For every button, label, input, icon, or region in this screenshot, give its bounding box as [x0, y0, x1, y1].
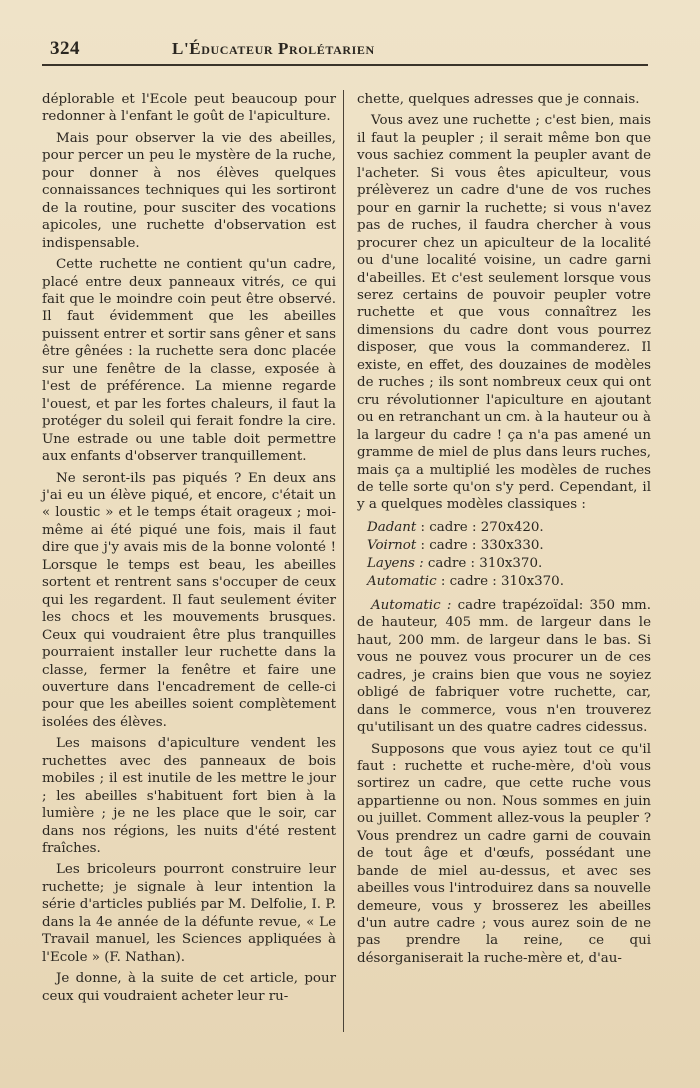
paragraph: déplorable et l'Ecole peut beaucoup pour redonner à l'enfant le goût de l'apiculture. — [42, 92, 336, 125]
right-column — [357, 91, 651, 971]
frame-model-name: Automatic : — [371, 597, 452, 613]
paragraph-text: cadre trapézoïdal: 350 mm. de hauteur, 405 mm. de largeur dans le haut, 200 mm. de largeur dans le bas. Si vous ne pouvez vous procurer un de ces cadres, je crains bien que vous ne soyiez obligé de fabriquer votre ruchette, car, dans le commerce, vous n'en trouverez qu'utilisant un des quatre cadres cidessus. — [357, 597, 651, 736]
paragraph: Mais pour observer la vie des abeilles, pour percer un peu le mystère de la ruche, pour donner à nos élèves quelques connaissances techniques qui les sortiront de la routine, pour susciter des vocations apicoles, une ruchette d'observation est indispensable. — [42, 130, 336, 251]
frame-model-name: Dadant — [367, 519, 417, 535]
page-number: 324 — [50, 38, 80, 59]
frame-list-item — [367, 537, 651, 555]
frame-spec: : cadre : 270x420. — [416, 519, 544, 535]
paragraph: Vous avez une ruchette ; c'est bien, mais il faut la peupler ; il serait même bon que vous sachiez comment la peupler avant de l'acheter. Si vous êtes apiculteur, vous prélèverez un cadre d'une de vos ruches pour en garnir la ruchette; si vous n'avez pas de ruches, il faudra chercher à vous procurer chez un apiculteur de la localité ou d'une localité voisine, un cadre garni d'abeilles. Et c'est seulement lorsque vous serez certains de pouvoir peupler votre ruchette et que vous connaîtrez les dimensions du cadre dont vous pourrez disposer, que vous la commanderez. Il existe, en effet, des douzaines de modèles de ruches ; ils sont nombreux ceux qui ont cru révolutionner l'apiculture en ajoutant ou en retranchant un cm. à la hauteur ou à la largeur du cadre ! ça n'a pas amené un gramme de miel de plus dans leurs ruches, mais ça a multiplié les modèles de ruches de telle sorte qu'on s'y perd. Cependant, il y a quelques modèles classiques : — [357, 113, 651, 513]
paragraph — [357, 597, 651, 737]
frame-list-item — [367, 573, 651, 591]
frame-model-name: Layens : — [367, 555, 424, 571]
paragraph: chette, quelques adresses que je connais. — [357, 92, 640, 107]
paragraph: Cette ruchette ne contient qu'un cadre, placé entre deux panneaux vitrés, ce qui fait que le moindre coin peut être observé. Il faut évidemment que les abeilles puissent entrer et sortir sans gêner et sans être gênées : la ruchette sera donc placée sur une fenêtre de la classe, exposée à l'est de préférence. La mienne regarde l'ouest, et par les fortes chaleurs, il faut la protéger du soleil qui ferait fondre la cire. Une estrade ou une table doit permettre aux enfants d'observer tranquillement. — [42, 257, 336, 465]
left-column — [42, 91, 336, 1009]
paragraph: Je donne, à la suite de cet article, pour ceux qui voudraient acheter leur ru- — [42, 971, 336, 1004]
frame-model-name: Voirnot — [367, 537, 417, 553]
frame-list — [357, 519, 651, 591]
frame-model-name: Automatic — [367, 573, 437, 589]
frame-list-item — [367, 519, 651, 537]
frame-spec: : cadre : 330x330. — [416, 537, 544, 553]
column-divider — [343, 90, 344, 1032]
frame-list-item — [367, 555, 651, 573]
paragraph: Ne seront-ils pas piqués ? En deux ans j'ai eu un élève piqué, et encore, c'était un « loustic » et le temps était orageux ; moi-même ai été piqué une fois, mais il faut dire que j'y avais mis de la bonne volonté ! Lorsque le temps est beau, les abeilles sortent et rentrent sans s'occuper de ceux qui les regardent. Il faut seulement éviter les chocs et les mouvements brusques. Ceux qui voudraient être plus tranquilles pourraient installer leur ruchette dans la classe, fermer la fenêtre et faire une ouverture dans l'encadrement de celle-ci pour que les abeilles soient complètement isolées des élèves. — [42, 470, 336, 730]
paragraph: Les maisons d'apiculture vendent les ruchettes avec des panneaux de bois mobiles ; il est inutile de les mettre le jour ; les abeilles s'habituent fort bien à la lumière ; je ne les place que le soir, car dans nos régions, les nuits d'été restent fraîches. — [42, 736, 336, 857]
paragraph: Les bricoleurs pourront construire leur ruchette; je signale à leur intention la série d'articles publiés par M. Delfolie, I. P. dans la 4e année de la défunte revue, « Le Travail manuel, les Sciences appliquées à l'Ecole » (F. Nathan). — [42, 862, 336, 965]
header-rule — [42, 64, 648, 66]
paragraph: Supposons que vous ayiez tout ce qu'il faut : ruchette et ruche-mère, d'où vous sortirez un cadre, que cette ruche vous appartienne ou non. Nous sommes en juin ou juillet. Comment allez-vous la peupler ? Vous prendrez un cadre garni de couvain de tout âge et d'œufs, possédant une bande de miel au-dessus, et avec ses abeilles vous l'introduirez dans sa nouvelle demeure, vous y brosserez les abeilles d'un autre cadre ; vous aurez soin de ne pas prendre la reine, ce qui désorganiserait la ruche-mère et, d'au- — [357, 741, 651, 966]
frame-spec: : cadre : 310x370. — [436, 573, 564, 589]
frame-spec: cadre : 310x370. — [423, 555, 543, 571]
page-header — [50, 38, 648, 60]
journal-title: L'Éducateur Prolétarien — [172, 39, 375, 58]
